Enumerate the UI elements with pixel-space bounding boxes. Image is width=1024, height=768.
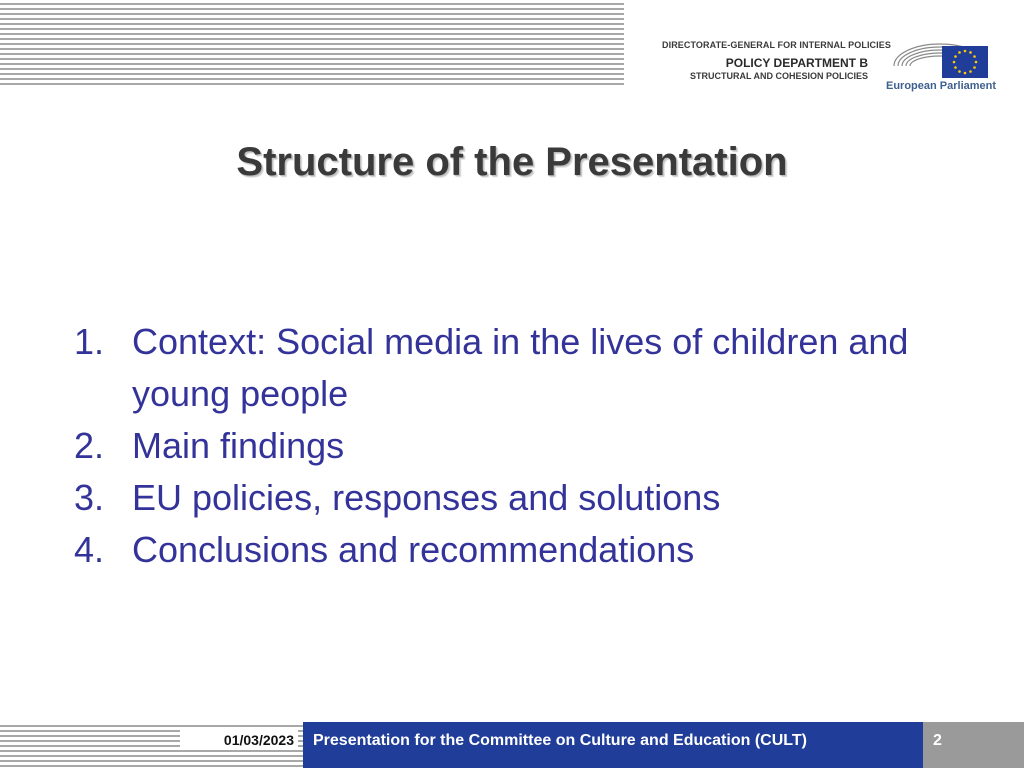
logo-caption: European Parliament xyxy=(886,80,997,92)
page-number: 2 xyxy=(933,732,942,749)
agenda-item-text: Context: Social media in the lives of children and young people xyxy=(132,321,909,414)
agenda-item-text: Main findings xyxy=(132,425,345,466)
footer-date: 01/03/2023 xyxy=(180,730,298,750)
slide-title: Structure of the Presentation xyxy=(236,140,788,184)
agenda-list xyxy=(74,316,974,576)
department-text: POLICY DEPARTMENT B xyxy=(725,56,868,70)
agenda-item-number: 4. xyxy=(74,529,105,570)
agenda-item xyxy=(74,524,974,576)
agenda-item xyxy=(74,472,974,524)
agenda-item-text: EU policies, responses and solutions xyxy=(132,477,721,518)
policies-text: STRUCTURAL AND COHESION POLICIES xyxy=(689,71,868,81)
footer-title: Presentation for the Committee on Culture and Education (CULT) xyxy=(313,732,807,749)
agenda-item-number: 1. xyxy=(74,321,105,362)
agenda-item-number: 2. xyxy=(74,425,105,466)
agenda-item-number: 3. xyxy=(74,477,105,518)
footer-bar xyxy=(303,722,923,768)
agenda-item xyxy=(74,316,974,420)
agenda-item xyxy=(74,420,974,472)
header-department-block xyxy=(662,40,891,81)
header-stripes xyxy=(0,0,624,86)
footer-page-box xyxy=(923,722,1024,768)
directorate-text: DIRECTORATE-GENERAL FOR INTERNAL POLICIES xyxy=(662,40,891,50)
agenda-item-text: Conclusions and recommendations xyxy=(132,529,695,570)
